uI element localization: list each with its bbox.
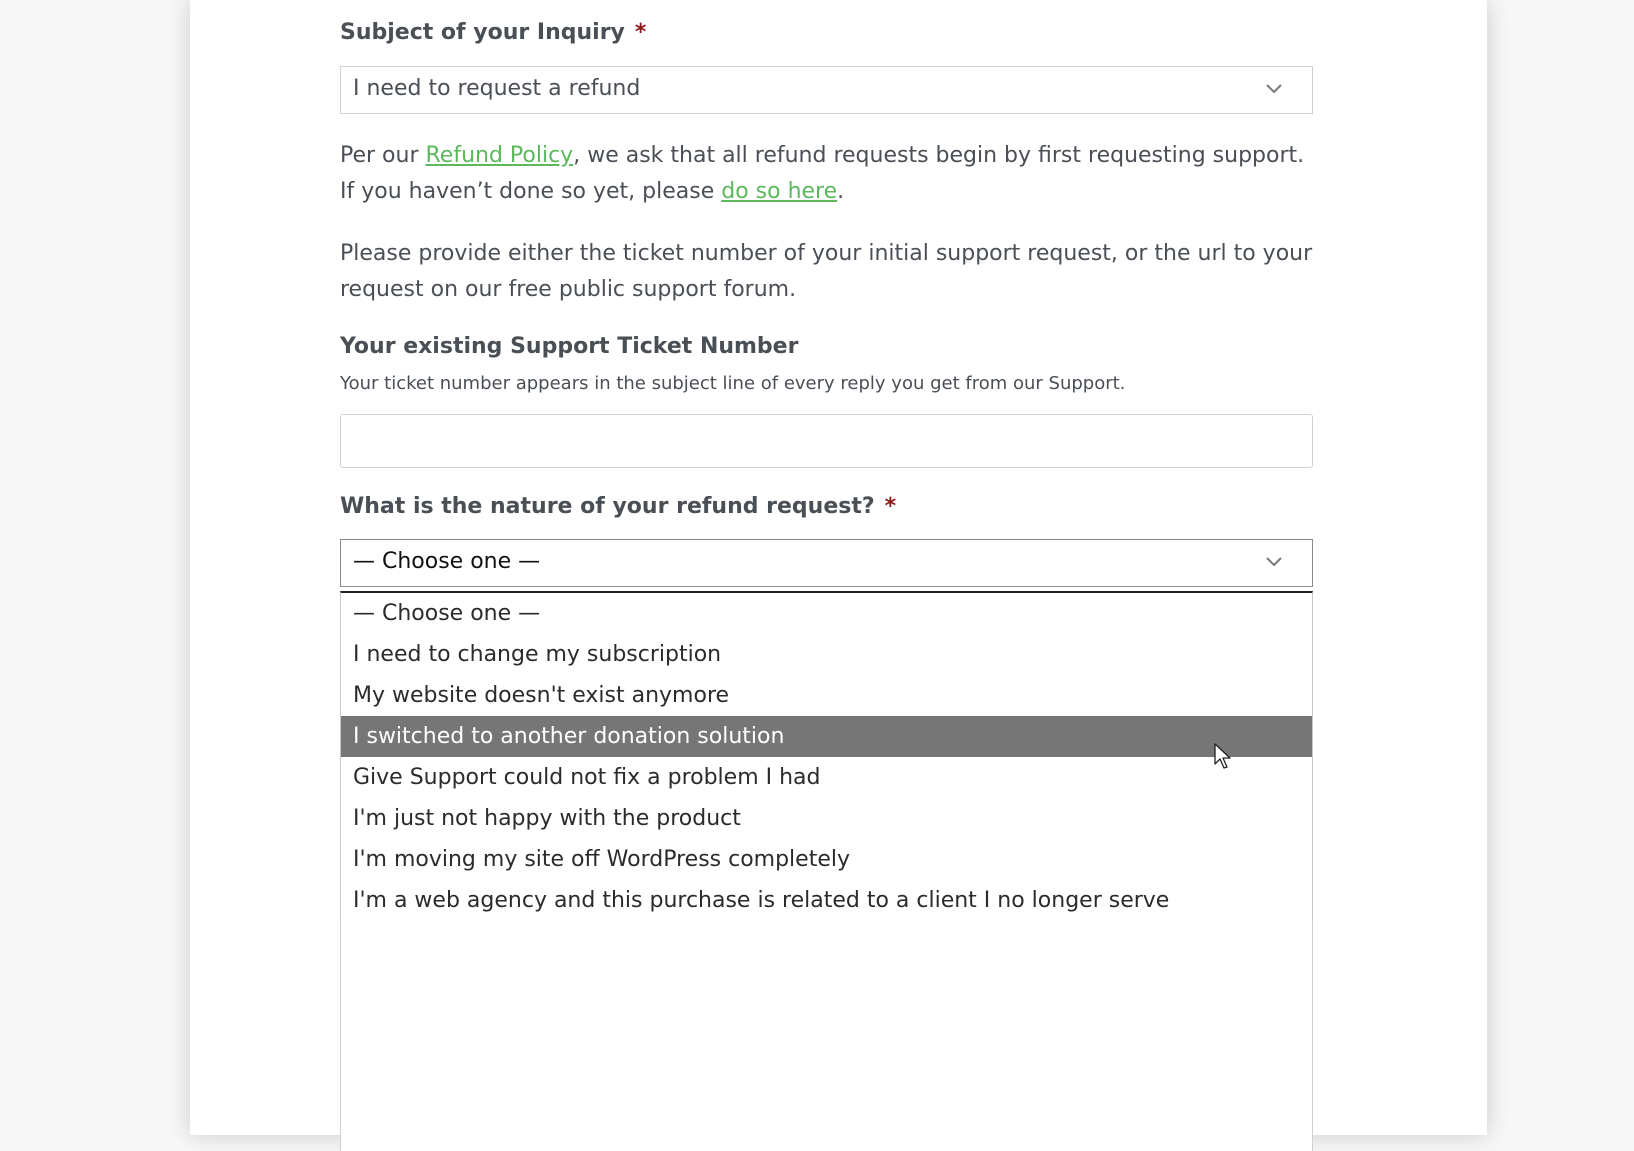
policy-text-1: Per our [340,143,426,168]
required-mark: * [634,20,647,45]
do-so-here-link[interactable]: do so here [721,179,838,204]
dropdown-option[interactable]: I'm moving my site off WordPress completely [353,847,850,872]
nature-label-text: What is the nature of your refund request? [340,494,875,519]
refund-policy-link[interactable]: Refund Policy [425,143,574,168]
nature-dropdown-list [340,591,1313,923]
subject-select[interactable] [340,66,1313,114]
subject-label-text: Subject of your Inquiry [340,20,625,45]
provide-ticket-paragraph: Please provide either the ticket number of your initial support request, or the url to your request on our free public support forum. [340,241,1313,302]
details-textarea[interactable] [340,921,1313,1151]
dropdown-option[interactable]: — Choose one — [353,601,541,626]
mouse-pointer-icon [1214,743,1234,771]
refund-policy-paragraph [340,138,1313,210]
subject-label [340,20,646,45]
page-card [190,0,1487,1135]
dropdown-option-highlighted[interactable]: I switched to another donation solution [341,716,1312,757]
policy-text-2: , we ask that all refund requests begin by first requesting support. If you haven’t done so yet, please [340,143,1305,204]
dropdown-option[interactable]: Give Support could not fix a problem I had [353,765,821,790]
dropdown-option[interactable]: I'm a web agency and this purchase is related to a client I no longer serve [353,888,1170,913]
dropdown-option[interactable]: I'm just not happy with the product [353,806,741,831]
required-mark: * [884,494,897,519]
ticket-number-help: Your ticket number appears in the subject line of every reply you get from our Support. [340,373,1126,394]
nature-select-value: — Choose one — [353,549,541,574]
dropdown-option[interactable]: I need to change my subscription [353,642,722,667]
nature-label [340,494,896,519]
chevron-down-icon [1264,79,1284,99]
nature-select[interactable] [340,539,1313,587]
dropdown-option[interactable]: My website doesn't exist anymore [353,683,730,708]
chevron-down-icon [1264,552,1284,572]
ticket-number-input[interactable] [340,414,1313,468]
subject-select-value: I need to request a refund [353,76,641,101]
policy-text-3: . [837,179,845,204]
ticket-number-label: Your existing Support Ticket Number [340,334,799,359]
